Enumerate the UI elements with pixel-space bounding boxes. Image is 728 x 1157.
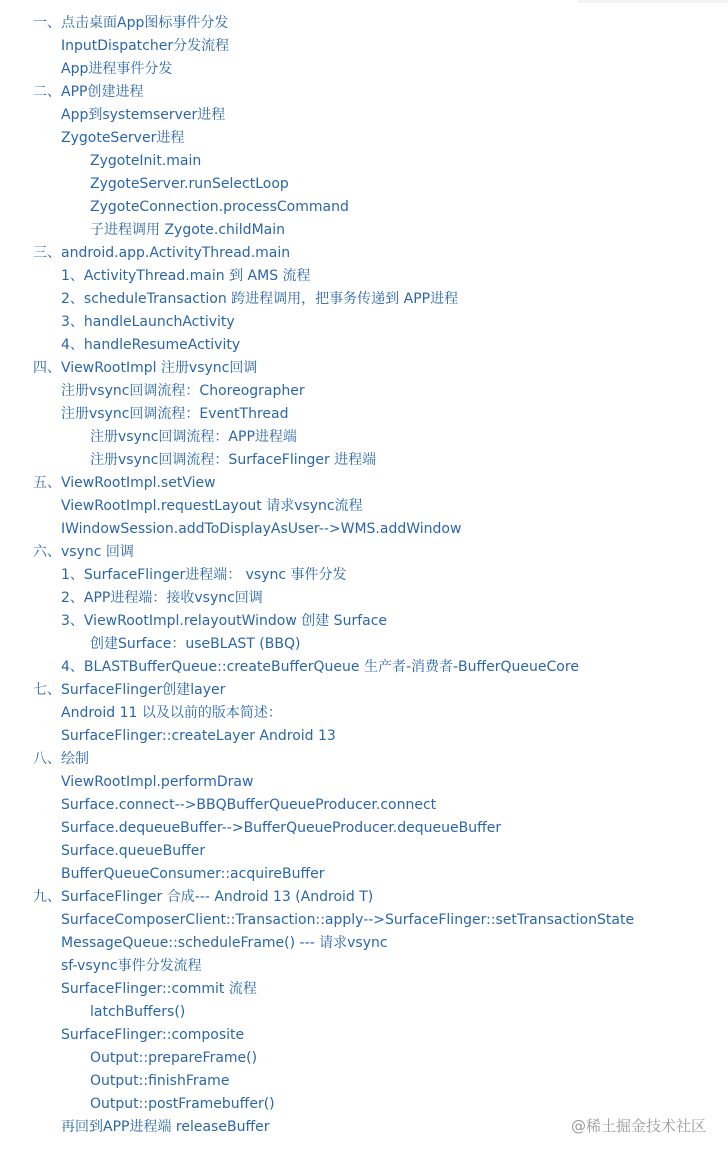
toc-item[interactable]: 九、SurfaceFlinger 合成--- Android 13 (Android T) [33, 889, 374, 905]
toc-item[interactable]: ZygoteServer.runSelectLoop [90, 176, 289, 192]
toc-item[interactable]: 3、handleLaunchActivity [61, 314, 235, 330]
toc-item[interactable]: 四、ViewRootImpl 注册vsync回调 [33, 360, 258, 376]
toc-item[interactable]: 一、点击桌面App图标事件分发 [33, 15, 229, 31]
toc-item[interactable]: 二、APP创建进程 [33, 84, 144, 100]
toc-item[interactable]: 三、android.app.ActivityThread.main [33, 245, 291, 261]
toc-item[interactable]: Output::postFramebuffer() [90, 1096, 275, 1112]
toc-item[interactable]: 4、BLASTBufferQueue::createBufferQueue 生产者-消费者-BufferQueueCore [61, 659, 579, 675]
toc-item[interactable]: ZygoteInit.main [90, 153, 202, 169]
toc-item[interactable]: IWindowSession.addToDisplayAsUser-->WMS.addWindow [61, 521, 462, 537]
toc-item[interactable]: Android 11 以及以前的版本简述： [61, 705, 282, 721]
toc-item[interactable]: sf-vsync事件分发流程 [61, 958, 202, 974]
toc-item[interactable]: ViewRootImpl.performDraw [61, 774, 254, 790]
toc-item[interactable]: SurfaceFlinger::createLayer Android 13 [61, 728, 336, 744]
toc-item[interactable]: Surface.queueBuffer [61, 843, 206, 859]
toc-item[interactable]: 子进程调用 Zygote.childMain [90, 222, 285, 238]
table-of-contents [0, 12, 728, 1139]
toc-item[interactable]: App进程事件分发 [61, 61, 173, 77]
toc-item[interactable]: 2、scheduleTransaction 跨进程调用，把事务传递到 APP进程 [61, 291, 459, 307]
toc-item[interactable]: SurfaceFlinger::commit 流程 [61, 981, 257, 997]
toc-item[interactable]: SurfaceComposerClient::Transaction::apply-->SurfaceFlinger::setTransactionState [61, 912, 635, 928]
toc-item[interactable]: 1、SurfaceFlinger进程端： vsync 事件分发 [61, 567, 347, 583]
toc-item[interactable]: 注册vsync回调流程：EventThread [61, 406, 289, 422]
toc-item[interactable]: 注册vsync回调流程：Choreographer [61, 383, 305, 399]
toc-item[interactable]: 再回到APP进程端 releaseBuffer [61, 1119, 270, 1135]
toc-item[interactable]: 1、ActivityThread.main 到 AMS 流程 [61, 268, 311, 284]
watermark: @稀土掘金技术社区 [570, 1117, 706, 1135]
toc-item[interactable]: 3、ViewRootImpl.relayoutWindow 创建 Surface [61, 613, 388, 629]
toc-item[interactable]: Output::finishFrame [90, 1073, 230, 1089]
top-edge-bar [578, 0, 728, 3]
toc-item[interactable]: 创建Surface：useBLAST (BBQ) [90, 636, 301, 652]
toc-item[interactable]: InputDispatcher分发流程 [61, 38, 230, 54]
toc-item[interactable]: ZygoteConnection.processCommand [90, 199, 349, 215]
toc-item[interactable]: 2、APP进程端：接收vsync回调 [61, 590, 263, 606]
toc-item[interactable]: latchBuffers() [90, 1004, 186, 1020]
toc-item[interactable]: ZygoteServer进程 [61, 130, 185, 146]
toc-item[interactable]: MessageQueue::scheduleFrame() --- 请求vsync [61, 935, 388, 951]
toc-item[interactable]: 八、绘制 [33, 751, 89, 767]
toc-item[interactable]: Output::prepareFrame() [90, 1050, 258, 1066]
toc-item[interactable]: 注册vsync回调流程：SurfaceFlinger 进程端 [90, 452, 377, 468]
toc-item[interactable]: BufferQueueConsumer::acquireBuffer [61, 866, 325, 882]
toc-item[interactable]: 4、handleResumeActivity [61, 337, 241, 353]
toc-item[interactable]: 七、SurfaceFlinger创建layer [33, 682, 226, 698]
toc-item[interactable]: 五、ViewRootImpl.setView [33, 475, 216, 491]
toc-item[interactable]: App到systemserver进程 [61, 107, 226, 123]
toc-item[interactable]: SurfaceFlinger::composite [61, 1027, 245, 1043]
toc-item[interactable]: 六、vsync 回调 [33, 544, 134, 560]
toc-item[interactable]: Surface.connect-->BBQBufferQueueProducer.connect [61, 797, 437, 813]
toc-item[interactable]: ViewRootImpl.requestLayout 请求vsync流程 [61, 498, 363, 514]
toc-item[interactable]: 注册vsync回调流程：APP进程端 [90, 429, 297, 445]
toc-item[interactable]: Surface.dequeueBuffer-->BufferQueueProducer.dequeueBuffer [61, 820, 502, 836]
